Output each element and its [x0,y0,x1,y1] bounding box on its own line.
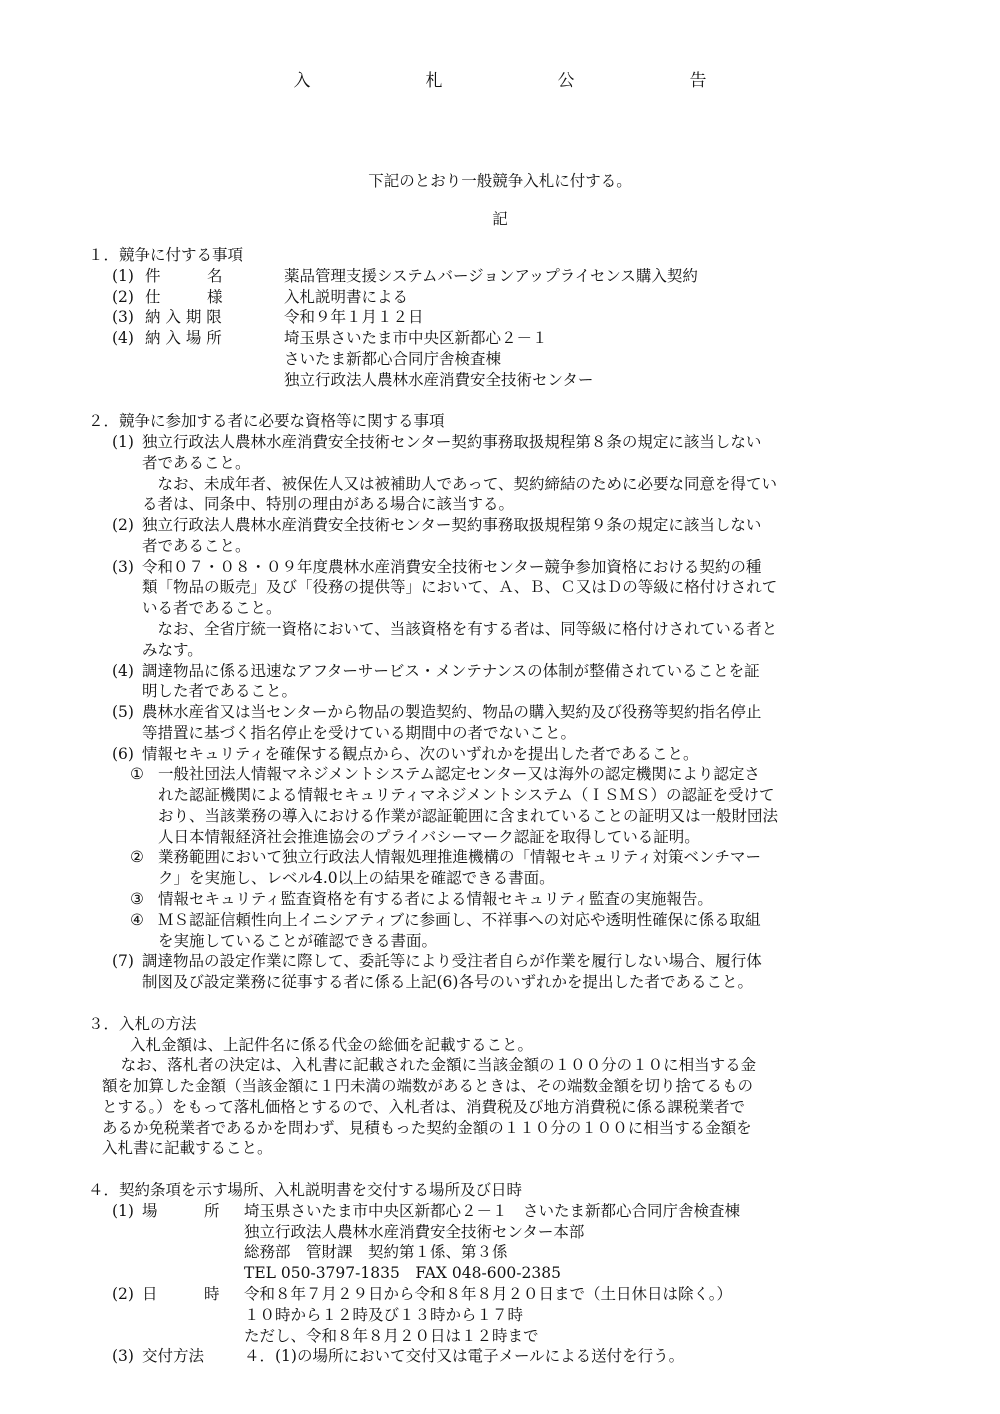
item-label: 件 名 [145,266,223,285]
sub-item [84,847,934,889]
item-row [84,1346,934,1367]
item-value: ただし、令和８年８月２０日は１２時まで [244,1326,539,1345]
item-label: 交付方法 [142,1347,205,1366]
item-value: さいたま新都心合同庁舎検査棟 [284,349,502,368]
text-line: 額を加算した金額（当該金額に１円未満の端数があるときは、その端数金額を切り捨てるもの [102,1077,754,1096]
item-label: 納 入 期 限 [145,308,222,327]
ki-mark: 記 [492,210,508,228]
paragraph-item [84,515,934,557]
item-number: (3) [112,308,134,327]
text-line: なお、全省庁統一資格において、当該資格を有する者は、同等級に格付けされている者と [157,620,778,639]
title-char: 告 [689,71,707,91]
text-line: 情報セキュリティを確保する観点から、次のいずれかを提出した者であること。 [142,744,699,763]
item-value: 入札説明書による [284,287,409,306]
paragraph-item [84,702,934,744]
notice-body [84,245,934,1388]
item-number: (2) [112,287,134,306]
item-number: (2) [112,1284,134,1303]
text-line: 入札書に記載すること。 [102,1139,273,1158]
item-value: 埼玉県さいたま市中央区新都心２－１ さいたま新都心合同庁舎検査棟 [244,1201,741,1220]
item-value: ４．(1)の場所において交付又は電子メールによる送付を行う。 [244,1347,685,1366]
text-line: 者であること。 [142,453,251,472]
section-4 [84,1180,934,1367]
text-line: 情報セキュリティ監査資格を有する者による情報セキュリティ監査の実施報告。 [158,889,713,908]
text-line: おり、当該業務の導入における作業が認証範囲に含まれていることの証明又は一般財団法 [158,806,779,825]
item-value: 総務部 管財課 契約第１係、第３係 [244,1243,508,1262]
item-value: 埼玉県さいたま市中央区新都心２－１ [284,329,548,348]
circled-number: ③ [130,889,144,908]
item-label: 仕 様 [145,287,223,306]
section-2 [84,411,934,992]
item-row [84,1284,934,1346]
text-line: れた認証機関による情報セキュリティマネジメントシステム（ＩＳＭＳ）の認証を受けて [158,786,775,805]
text-line: みなす。 [142,640,203,659]
section-heading: １．競争に付する事項 [88,246,244,264]
item-value: 令和８年７月２９日から令和８年８月２０日まで（土日休日は除く。） [244,1284,732,1303]
item-value: 令和９年１月１２日 [284,308,424,327]
section-1 [84,245,934,390]
item-value: 独立行政法人農林水産消費安全技術センター [284,370,594,389]
item-row [84,307,934,328]
circled-number: ④ [130,910,144,929]
text-line: 人日本情報経済社会推進協会のプライバシーマーク認証を取得している証明。 [158,827,700,846]
item-number: (6) [112,744,134,763]
text-line: あるか免税業者であるかを問わず、見積もった契約金額の１１０分の１００に相当する金額を [102,1118,752,1137]
text-line: る者は、同条中、特別の理由がある場合に該当する。 [142,495,515,514]
item-number: (3) [112,557,134,576]
circled-number: ② [130,848,144,867]
title-char: 札 [425,71,443,91]
text-line: いる者であること。 [142,599,282,618]
text-line: 調達物品の設定作業に際して、委託等により受注者自らが作業を履行しない場合、履行体 [142,952,762,971]
text-line: 者であること。 [142,536,251,555]
title-char: 入 [293,71,311,91]
contact-numbers: TEL 050-3797-1835 FAX 048-600-2385 [244,1264,561,1283]
text-line: 調達物品に係る迅速なアフターサービス・メンテナンスの体制が整備されていることを証 [142,661,760,680]
item-row [84,328,934,390]
text-line: 類「物品の販売」及び「役務の提供等」において、Ａ、Ｂ、Ｃ又はＤの等級に格付けされて [142,578,778,597]
item-number: (7) [112,952,134,971]
sub-item [84,764,934,847]
item-number: (4) [112,329,134,348]
text-line: 業務範囲において独立行政法人情報処理推進機構の「情報セキュリティ対策ベンチマー [158,848,761,867]
item-label: 場 所 [142,1201,220,1220]
text-line: 農林水産省又は当センターから物品の製造契約、物品の購入契約及び役務等契約指名停止 [142,703,762,722]
paragraph-item [84,432,934,515]
text-line: を実施していることが確認できる書面。 [158,931,438,950]
sub-item [84,889,934,910]
circled-number: ① [130,765,144,784]
item-value: 独立行政法人農林水産消費安全技術センター本部 [244,1222,585,1241]
text-line: 等措置に基づく指名停止を受けている期間中の者でないこと。 [142,723,577,742]
text-line: 独立行政法人農林水産消費安全技術センター契約事務取扱規程第９条の規定に該当しない [142,516,762,535]
item-row [84,287,934,308]
text-line: 入札金額は、上記件名に係る代金の総価を記載すること。 [130,1035,534,1054]
section-heading: ３．入札の方法 [88,1014,197,1033]
text-line: 令和０７・０８・０９年度農林水産消費安全技術センター競争参加資格における契約の種 [142,557,762,576]
text-line: 一般社団法人情報マネジメントシステム認定センター又は海外の認定機関により認定さ [158,765,760,784]
page-title [0,70,1000,93]
item-number: (4) [112,661,134,680]
item-row [84,266,934,287]
section-heading: ４．契約条項を示す場所、入札説明書を交付する場所及び日時 [88,1181,523,1200]
item-number: (1) [112,1201,134,1220]
text-line: なお、未成年者、被保佐人又は被補助人であって、契約締結のために必要な同意を得てい [157,474,778,493]
paragraph-item [84,557,934,661]
paragraph-item [84,744,934,765]
item-label: 納 入 場 所 [145,329,222,348]
sub-item [84,910,934,952]
text-line: 明した者であること。 [142,682,298,701]
text-line: ク」を実施し、レベル4.0以上の結果を確認できる書面。 [158,869,555,888]
item-number: (1) [112,266,134,285]
paragraph-item [84,661,934,703]
section-3 [84,1014,934,1159]
title-char: 公 [557,71,575,91]
text-line: ＭＳ認証信頼性向上イニシアティブに参画し、不祥事への対応や透明性確保に係る取組 [158,910,761,929]
text-line: 制図及び設定業務に従事する者に係る上記(6)各号のいずれかを提出した者であること。 [142,973,753,992]
paragraph-item [84,951,934,993]
item-number: (3) [112,1347,134,1366]
item-number: (1) [112,433,134,452]
item-value: 薬品管理支援システムバージョンアップライセンス購入契約 [284,266,698,285]
item-number: (2) [112,516,134,535]
item-label: 日 時 [142,1284,220,1303]
item-value: １０時から１２時及び１３時から１７時 [244,1305,524,1324]
section-heading: ２．競争に参加する者に必要な資格等に関する事項 [88,412,445,431]
text-line: とする。）をもって落札価格とするので、入札者は、消費税及び地方消費税に係る課税業者で [102,1097,745,1116]
item-number: (5) [112,703,134,722]
text-line: 独立行政法人農林水産消費安全技術センター契約事務取扱規程第８条の規定に該当しない [142,433,762,452]
item-row [84,1201,934,1284]
intro-text: 下記のとおり一般競争入札に付する。 [368,172,632,190]
text-line: なお、落札者の決定は、入札書に記載された金額に当該金額の１００分の１０に相当する金 [120,1056,757,1075]
